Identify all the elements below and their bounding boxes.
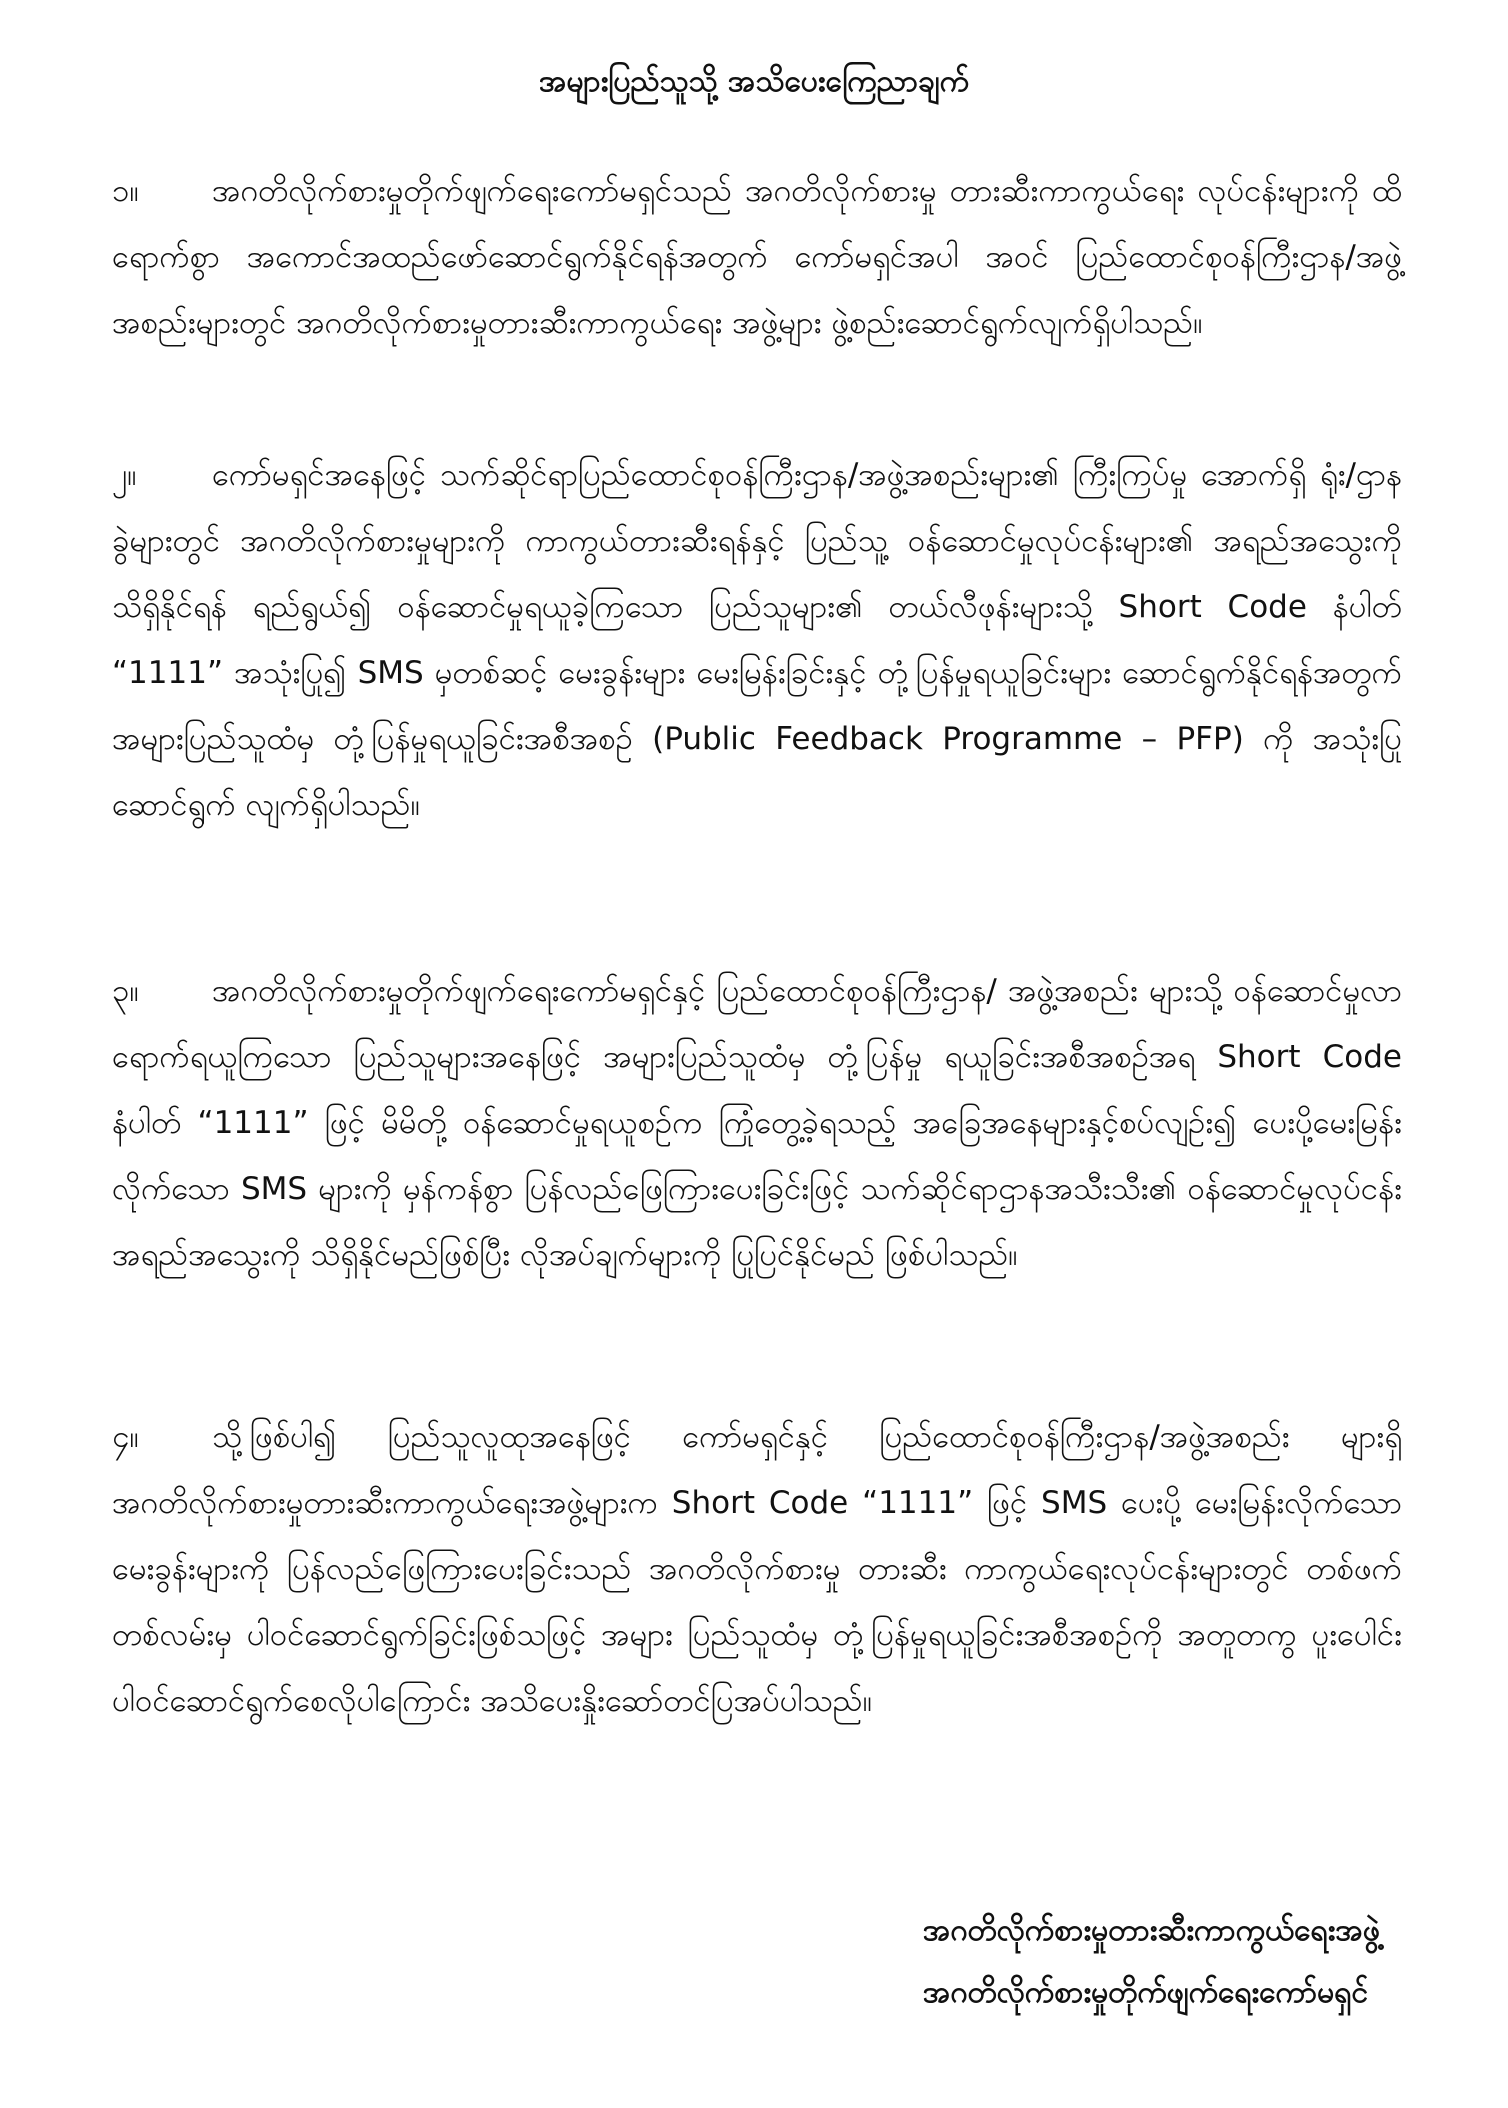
paragraph-4-number: ၄။ — [112, 1419, 139, 1455]
paragraph-4 — [112, 1404, 1402, 1734]
paragraph-1 — [112, 158, 1402, 356]
paragraph-3 — [112, 958, 1402, 1288]
paragraph-3-text: အဂတိလိုက်စားမှုတိုက်ဖျက်ရေးကော်မရှင်နှင့် ပြည်ထောင်စုဝန်ကြီးဌာန/ အဖွဲ့အစည်း များသို့ ဝန်ဆောင်မှုလာရောက်ရယူကြသော ပြည်သူများအနေဖြင့် အများပြည်သူထံမှ တုံ့ပြန်မှု ရယူခြင်းအစီအစဉ်အရ Short Code နံပါတ် “1111” ဖြင့် မိမိတို့ ဝန်ဆောင်မှုရယူစဉ်က ကြုံတွေ့ခဲ့ရသည့် အခြေအနေများနှင့်စပ်လျဉ်း၍ ပေးပို့မေးမြန်းလိုက်သော SMS များကို မှန်ကန်စွာ ပြန်လည်ဖြေကြားပေးခြင်းဖြင့် သက်ဆိုင်ရာဌာနအသီးသီး၏ ဝန်ဆောင်မှုလုပ်ငန်း အရည်အသွေးကို သိရှိနိုင်မည်ဖြစ်ပြီး လိုအပ်ချက်များကို ပြုပြင်နိုင်မည် ဖြစ်ပါသည်။ — [112, 973, 1402, 1273]
paragraph-2-number: ၂။ — [112, 457, 137, 493]
paragraph-3-number: ၃။ — [112, 973, 139, 1009]
paragraph-4-text: သို့ဖြစ်ပါ၍ ပြည်သူလူထုအနေဖြင့် ကော်မရှင်နှင့် ပြည်ထောင်စုဝန်ကြီးဌာန/အဖွဲ့အစည်း များရှိ အဂတိလိုက်စားမှုတားဆီးကာကွယ်ရေးအဖွဲ့များက Short Code “1111” ဖြင့် SMS ပေးပို့ မေးမြန်းလိုက်သောမေးခွန်းများကို ပြန်လည်ဖြေကြားပေးခြင်းသည် အဂတိလိုက်စားမှု တားဆီး ကာကွယ်ရေးလုပ်ငန်းများတွင် တစ်ဖက်တစ်လမ်းမှ ပါဝင်ဆောင်ရွက်ခြင်းဖြစ်သဖြင့် အများ ပြည်သူထံမှ တုံ့ပြန်မှုရယူခြင်းအစီအစဉ်ကို အတူတကွ ပူးပေါင်းပါဝင်ဆောင်ရွက်စေလိုပါကြောင်း အသိပေးနှိုးဆော်တင်ပြအပ်ပါသည်။ — [112, 1419, 1402, 1719]
signature-line-1: အဂတိလိုက်စားမှုတားဆီးကာကွယ်ရေးအဖွဲ့ — [922, 1913, 1380, 1948]
paragraph-2-text: ကော်မရှင်အနေဖြင့် သက်ဆိုင်ရာပြည်ထောင်စုဝန်ကြီးဌာန/အဖွဲ့အစည်းများ၏ ကြီးကြပ်မှု အောက်ရှိ ရုံး/ဌာနခွဲများတွင် အဂတိလိုက်စားမှုများကို ကာကွယ်တားဆီးရန်နှင့် ပြည်သူ့ ဝန်ဆောင်မှုလုပ်ငန်းများ၏ အရည်အသွေးကို သိရှိနိုင်ရန် ရည်ရွယ်၍ ဝန်ဆောင်မှုရယူခဲ့ကြသော ပြည်သူများ၏ တယ်လီဖုန်းများသို့ Short Code နံပါတ် “1111” အသုံးပြု၍ SMS မှတစ်ဆင့် မေးခွန်းများ မေးမြန်းခြင်းနှင့် တုံ့ပြန်မှုရယူခြင်းများ ဆောင်ရွက်နိုင်ရန်အတွက် အများပြည်သူထံမှ တုံ့ပြန်မှုရယူခြင်းအစီအစဉ် (Public Feedback Programme – PFP) ကို အသုံးပြုဆောင်ရွက် လျက်ရှိပါသည်။ — [112, 457, 1402, 823]
paragraph-1-text: အဂတိလိုက်စားမှုတိုက်ဖျက်ရေးကော်မရှင်သည် အဂတိလိုက်စားမှု တားဆီးကာကွယ်ရေး လုပ်ငန်းများကို ထိရောက်စွာ အကောင်အထည်ဖော်ဆောင်ရွက်နိုင်ရန်အတွက် ကော်မရှင်အပါ အဝင် ပြည်ထောင်စုဝန်ကြီးဌာန/အဖွဲ့အစည်းများတွင် အဂတိလိုက်စားမှုတားဆီးကာကွယ်ရေး အဖွဲ့များ ဖွဲ့စည်းဆောင်ရွက်လျက်ရှိပါသည်။ — [112, 173, 1402, 341]
paragraph-1-number: ၁။ — [112, 173, 139, 209]
signature-line-2: အဂတိလိုက်စားမှုတိုက်ဖျက်ရေးကော်မရှင် — [922, 1975, 1369, 2010]
signature-block — [923, 1900, 1380, 2024]
document-title: အများပြည်သူသို့ အသိပေးကြေညာချက် — [538, 64, 970, 99]
paragraph-2 — [112, 442, 1402, 838]
